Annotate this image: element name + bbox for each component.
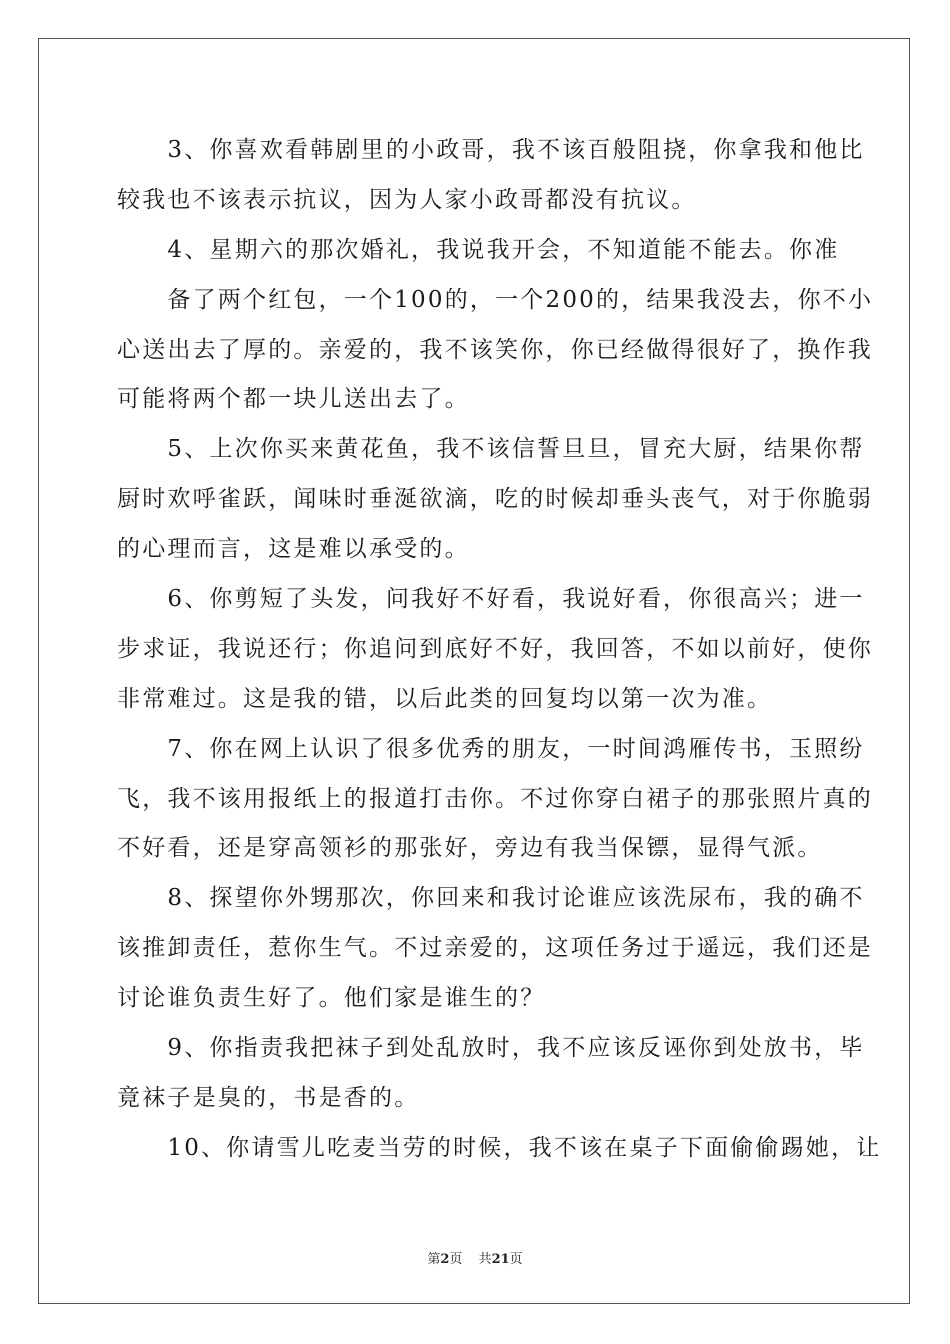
text-line: 不好看，还是穿高领衫的那张好，旁边有我当保镖，显得气派。 <box>117 835 823 861</box>
text-line: 3、你喜欢看韩剧里的小政哥，我不该百般阻挠，你拿我和他比 <box>117 137 865 163</box>
text-line: 5、上次你买来黄花鱼，我不该信誓旦旦，冒充大厨，结果你帮 <box>117 436 865 462</box>
text-line: 步求证，我说还行；你追问到底好不好，我回答，不如以前好，使你 <box>117 636 873 662</box>
page-footer <box>0 1248 950 1267</box>
text-line: 备了两个红包，一个100的，一个200的，结果我没去，你不小 <box>117 287 874 313</box>
text-line: 讨论谁负责生好了。他们家是谁生的？ <box>117 985 546 1011</box>
text-line: 飞，我不该用报纸上的报道打击你。不过你穿白裙子的那张照片真的 <box>117 786 873 812</box>
page-total: 共21页 <box>478 1252 523 1267</box>
text-line: 竟袜子是臭的，书是香的。 <box>117 1085 420 1111</box>
text-line: 4、星期六的那次婚礼，我说我开会，不知道能不能去。你准 <box>117 237 840 263</box>
text-line: 的心理而言，这是难以承受的。 <box>117 536 470 562</box>
page-border <box>38 38 910 1304</box>
text-line: 10、你请雪儿吃麦当劳的时候，我不该在桌子下面偷偷踢她，让 <box>117 1135 882 1161</box>
text-line: 非常难过。这是我的错，以后此类的回复均以第一次为准。 <box>117 686 773 712</box>
text-line: 该推卸责任，惹你生气。不过亲爱的，这项任务过于遥远，我们还是 <box>117 935 873 961</box>
text-line: 心送出去了厚的。亲爱的，我不该笑你，你已经做得很好了，换作我 <box>117 337 873 363</box>
text-line: 较我也不该表示抗议，因为人家小政哥都没有抗议。 <box>117 187 697 213</box>
text-line: 7、你在网上认识了很多优秀的朋友，一时间鸿雁传书，玉照纷 <box>117 736 865 762</box>
text-line: 可能将两个都一块儿送出去了。 <box>117 386 470 412</box>
text-line: 厨时欢呼雀跃，闻味时垂涎欲滴，吃的时候却垂头丧气，对于你脆弱 <box>117 486 873 512</box>
text-line: 6、你剪短了头发，问我好不好看，我说好看，你很高兴；进一 <box>117 586 865 612</box>
text-line: 9、你指责我把袜子到处乱放时，我不应该反诬你到处放书，毕 <box>117 1035 865 1061</box>
text-line: 8、探望你外甥那次，你回来和我讨论谁应该洗尿布，我的确不 <box>117 885 865 911</box>
page-number: 第2页 <box>427 1252 463 1267</box>
